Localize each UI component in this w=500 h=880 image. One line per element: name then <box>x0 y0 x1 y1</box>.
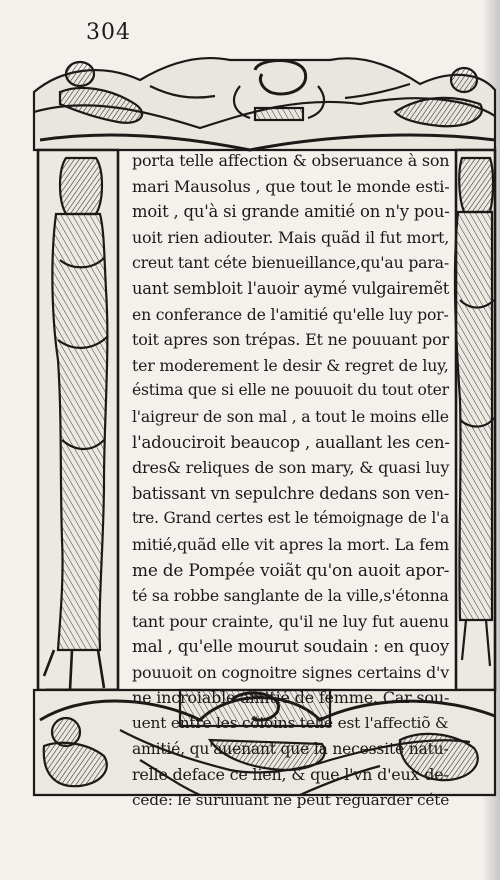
text-line: tre. Grand certes est le témoignage de l'a <box>132 509 450 528</box>
text-line: mari Mausolus , que tout le monde esti- <box>132 176 450 196</box>
text-line: ter moderement le desir & regret de luy, <box>132 355 449 375</box>
text-line: mitié,quãd elle vit apres la mort. La fem <box>132 534 450 554</box>
text-line: éstima que si elle ne pouuoit du tout oter <box>132 381 449 400</box>
body-text <box>132 148 450 813</box>
text-line: toit apres son trépas. Et ne pouuant por <box>132 330 449 350</box>
right-figure-column <box>455 150 495 690</box>
text-line: mal , qu'elle mourut soudain : en quoy <box>132 637 450 657</box>
text-line: batissant vn sepulchre dedans son ven- <box>132 483 450 503</box>
text-line: uent entre les cõioins telle est l'affectiõ & <box>132 714 449 733</box>
text-line: uoit rien adiouter. Mais quãd il fut mort, <box>132 227 450 247</box>
top-ornament <box>34 58 495 150</box>
text-line: pouuoit on cognoitre signes certains d'v <box>132 662 450 682</box>
text-line: té sa robbe sanglante de la ville,s'étonna <box>132 586 449 606</box>
text-line: l'aigreur de son mal , a tout le moins elle <box>132 406 449 426</box>
left-figure-column <box>38 150 118 690</box>
text-line: en conferance de l'amitié qu'elle luy por- <box>132 304 449 324</box>
text-line: ne incroiable amitié de femme. Car sou- <box>132 688 450 708</box>
page-number: 304 <box>86 20 131 45</box>
text-line: dres& reliques de son mary, & quasi luy <box>132 458 450 478</box>
text-line: cede: le suruiuant ne peut reguarder céte <box>132 790 450 809</box>
text-line: moit , qu'à si grande amitié on n'y pou- <box>132 202 450 222</box>
text-line: porta telle affection & obseruance à son <box>132 151 450 170</box>
text-line: uant sembloit l'auoir aymé vulgairemẽt <box>132 278 450 298</box>
text-line: relle deface ce lien, & que l'vn d'eux de- <box>132 765 449 785</box>
text-line: creut tant céte bienueillance,qu'au para- <box>132 253 449 273</box>
text-line: l'adouciroit beaucop , auallant les cen- <box>132 432 450 452</box>
text-line: amitié, qu'auenant que la necessité natu- <box>132 739 449 758</box>
text-line: me de Pompée voiãt qu'on auoit apor- <box>132 559 450 580</box>
text-line: tant pour crainte, qu'il ne luy fut auenu <box>132 611 449 631</box>
